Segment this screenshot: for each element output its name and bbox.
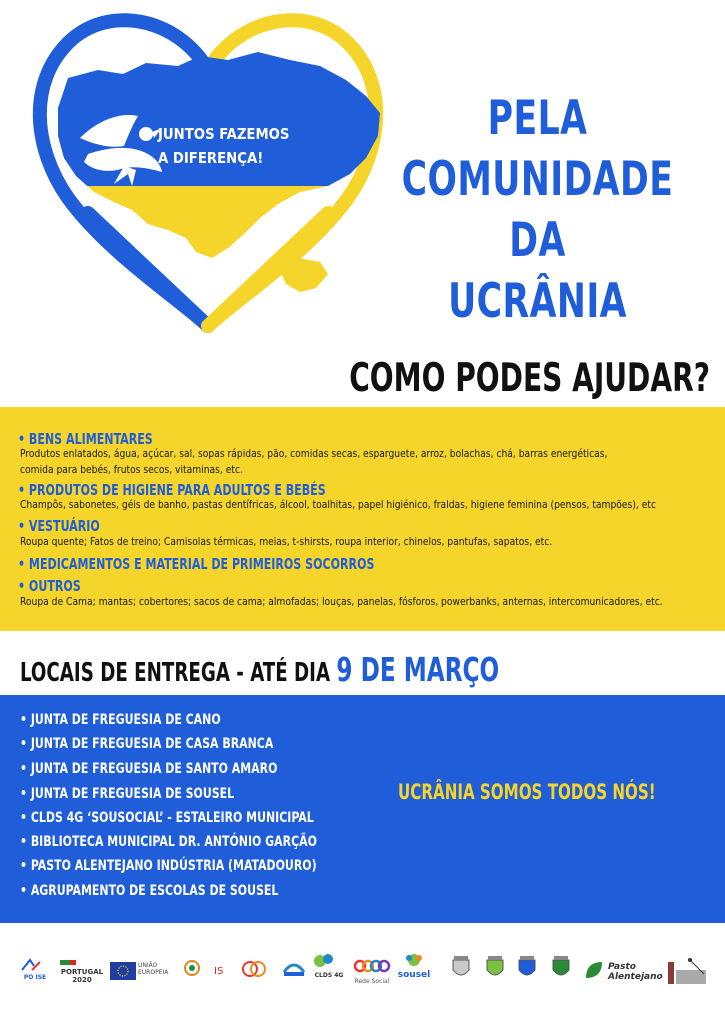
category-others-items (20, 595, 720, 611)
clds4g-logo (310, 952, 348, 979)
cano-logo (280, 956, 308, 982)
portugal2020-logo-text: PORTUGAL 2020 (60, 968, 104, 984)
help-heading: COMO PODES AJUDAR? (349, 356, 710, 401)
location-item: • JUNTA DE FREGUESIA DE CASA BRANCA (20, 736, 274, 752)
location-item: • BIBLIOTECA MUNICIPAL DR. ANTÓNIO GARÇÃO (20, 834, 317, 850)
category-others: • OUTROS (18, 577, 81, 595)
category-food: • BENS ALIMENTARES (18, 430, 153, 448)
partner-logo (180, 958, 204, 980)
leaf-icon (582, 958, 606, 984)
item-line: Roupa quente; Fatos de treino; Camisolas térmicas, meias, t-shirsts, roupa interior, chinelos, pantufas, sapatos, etc. (20, 537, 553, 548)
delivery-label: LOCAIS DE ENTREGA - ATÉ DIA (20, 658, 331, 688)
item-line: Roupa de Cama; mantas; cobertores; sacos de cama; almofadas; louças, panelas, fósforos, powerbanks, anternas, intercomunicadores, etc. (20, 597, 663, 608)
sousel-logo-text: sousel (397, 970, 431, 980)
category-clothing: • VESTUÁRIO (18, 517, 100, 535)
category-clothing-items (20, 535, 720, 551)
coat-of-arms-icon (550, 956, 572, 984)
item-line: comida para bebés, frutos secos, vitaminas, etc. (20, 465, 243, 476)
clds4g-logo-text: CLDS 4G (314, 972, 344, 979)
page-title (392, 88, 683, 332)
heart-slogan (158, 122, 289, 170)
location-item: • PASTO ALENTEJANO INDÚSTRIA (MATADOURO) (20, 858, 317, 874)
location-item: • JUNTA DE FREGUESIA DE CANO (20, 712, 221, 728)
delivery-heading (20, 650, 499, 689)
title-line: UCRÂNIA (448, 274, 627, 329)
poise-logo (20, 958, 50, 981)
location-item: • JUNTA DE FREGUESIA DE SANTO AMARO (20, 761, 278, 777)
category-hygiene-items (20, 498, 720, 514)
coat-of-arms-icon (450, 956, 472, 984)
rede-social-logo (352, 956, 392, 985)
ukraine-heart-map (28, 8, 388, 338)
title-line: COMUNIDADE DA (401, 152, 674, 268)
town-skyline-icon (660, 956, 710, 988)
eu-flag-logo (110, 962, 136, 982)
partner-logo (236, 960, 272, 980)
solidarity-slogan: UCRÂNIA SOMOS TODOS NÓS! (398, 780, 656, 804)
portugal2020-logo (60, 958, 104, 984)
category-hygiene: • PRODUTOS DE HIGIENE PARA ADULTOS E BEBÉS (18, 481, 326, 499)
item-line: Champôs, sabonetes, géis de banho, pastas dentífricas, álcool, toalhitas, papel higiénico, fraldas, higiene feminina (pensos, tampões), etc (20, 500, 656, 511)
coat-of-arms-icon (484, 956, 506, 984)
pasto-alentejano-logo: Pasto Alentejano (608, 962, 663, 982)
location-item: • CLDS 4G ‘SOUSOCIAL’ - ESTALEIRO MUNICIPAL (20, 810, 314, 826)
heart-slogan-line: A DIFERENÇA! (158, 149, 264, 167)
title-line: PELA (487, 91, 588, 146)
rede-social-logo-text: Rede Social (354, 978, 390, 985)
location-item: • JUNTA DE FREGUESIA DE SOUSEL (20, 786, 235, 802)
category-food-items (20, 447, 720, 479)
eu-logo-text: UNIÃO EUROPEIA (138, 962, 169, 976)
item-line: Produtos enlatados, água, açúcar, sal, sopas rápidas, pão, comidas secas, esparguete, arroz, bolachas, chá, barras energéticas, (20, 449, 608, 460)
heart-slogan-line: JUNTOS FAZEMOS (158, 125, 290, 143)
delivery-deadline: 9 DE MARÇO (336, 650, 500, 689)
poise-logo-text: PO ISE (23, 974, 47, 981)
partner-logo (212, 962, 234, 980)
sousel-logo (396, 952, 432, 980)
coat-of-arms-icon (516, 956, 538, 984)
category-medicine: • MEDICAMENTOS E MATERIAL DE PRIMEIROS SOCORROS (18, 555, 375, 573)
svg-text:IS: IS (214, 966, 224, 977)
location-item: • AGRUPAMENTO DE ESCOLAS DE SOUSEL (20, 883, 279, 899)
